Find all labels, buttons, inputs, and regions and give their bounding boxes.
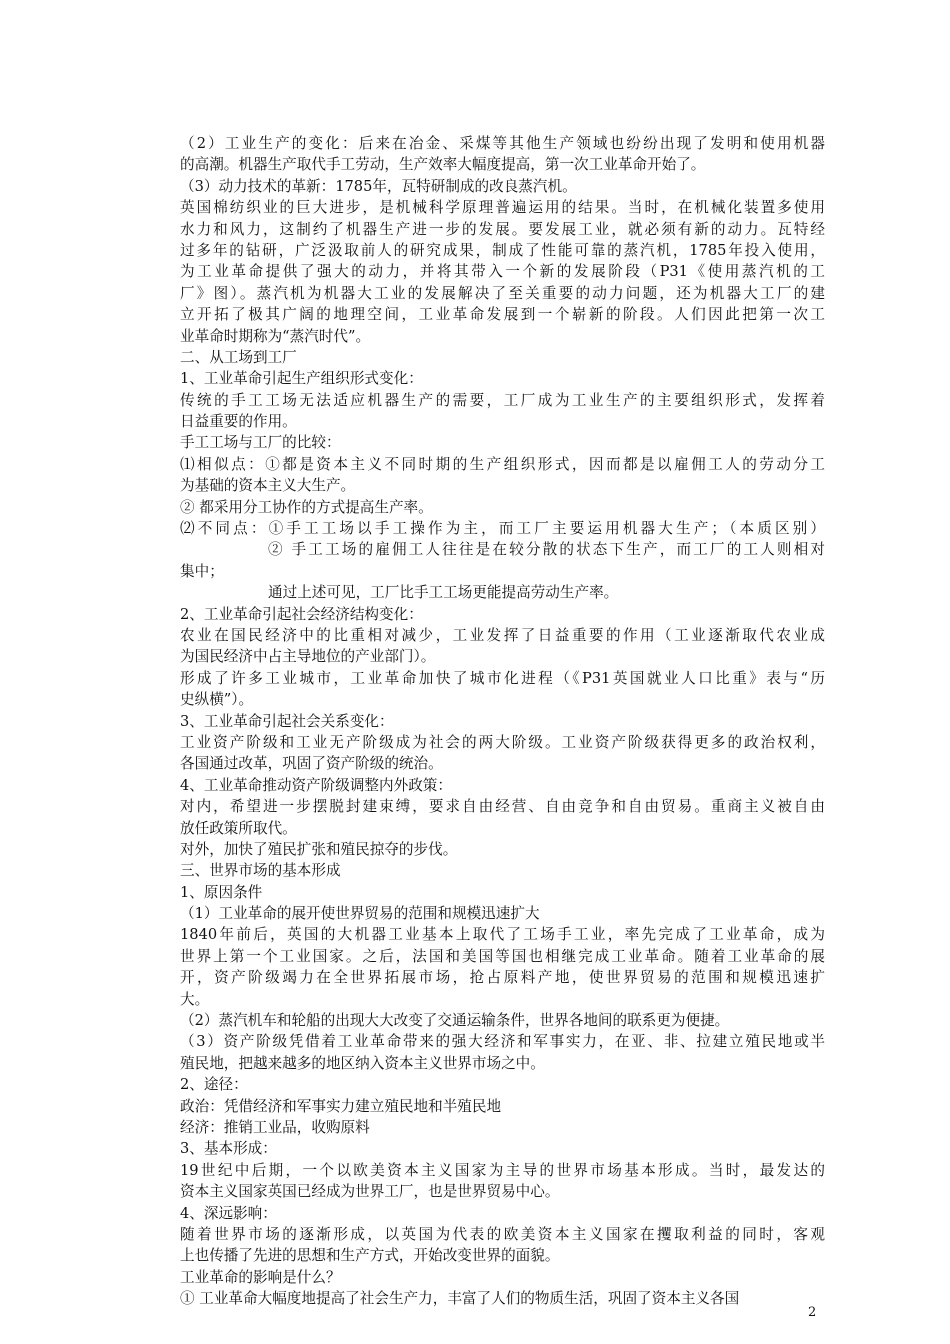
- text-line: 水力和风力，这制约了机器生产进一步的发展。要发展工业，就必须有新的动力。瓦特经: [180, 220, 825, 238]
- text-line: 英国棉纺织业的巨大进步，是机械科学原理普遍运用的结果。当时，在机械化装置多使用: [180, 199, 825, 217]
- text-line: 经济：推销工业品，收购原料: [180, 1118, 370, 1136]
- text-line: 厂》图）。蒸汽机为机器大工业的发展解决了至关重要的动力问题，还为机器大工厂的建: [180, 284, 825, 302]
- text-line: ⑴相似点：①都是资本主义不同时期的生产组织形式，因而都是以雇佣工人的劳动分工: [180, 455, 825, 473]
- text-line: 各国通过改革，巩固了资产阶级的统治。: [180, 755, 443, 773]
- text-line: 2、途径：: [180, 1076, 248, 1094]
- text-line: 日益重要的作用。: [180, 413, 297, 431]
- text-line: 4、工业革命推动资产阶级调整内外政策：: [180, 776, 452, 794]
- text-line: 通过上述可见，工厂比手工工场更能提高劳动生产率。: [268, 584, 619, 602]
- text-line: 集中；: [180, 562, 224, 580]
- text-line: （2）蒸汽机车和轮船的出现大大改变了交通运输条件，世界各地间的联系更为便捷。: [180, 1012, 730, 1030]
- text-line: 对内，希望进一步摆脱封建束缚，要求自由经营、自由竞争和自由贸易。重商主义被自由: [180, 798, 825, 816]
- text-line: 世界上第一个工业国家。之后，法国和美国等国也相继完成工业革命。随着工业革命的展: [180, 947, 825, 965]
- text-line: （3）动力技术的革新：1785年，瓦特研制成的改良蒸汽机。: [180, 177, 577, 195]
- text-line: （3）资产阶级凭借着工业革命带来的强大经济和军事实力，在亚、非、拉建立殖民地或半: [180, 1033, 825, 1051]
- text-line: ② 都采用分工协作的方式提高生产率。: [180, 498, 433, 516]
- text-line: （1）工业革命的展开使世界贸易的范围和规模迅速扩大: [180, 905, 540, 923]
- text-line: 为基础的资本主义大生产。: [180, 477, 356, 495]
- text-line: ① 工业革命大幅度地提高了社会生产力，丰富了人们的物质生活，巩固了资本主义各国: [180, 1290, 740, 1308]
- text-line: 手工工场与工厂的比较：: [180, 434, 341, 452]
- text-line: 随着世界市场的逐渐形成，以英国为代表的欧美资本主义国家在攫取利益的同时，客观: [180, 1225, 825, 1243]
- text-line: 过多年的钻研，广泛汲取前人的研究成果，制成了性能可靠的蒸汽机，1785年投入使用，: [180, 241, 825, 259]
- text-line: 上也传播了先进的思想和生产方式，开始改变世界的面貌。: [180, 1247, 560, 1265]
- text-line: 的高潮。机器生产取代手工劳动，生产效率大幅度提高，第一次工业革命开始了。: [180, 156, 706, 174]
- text-line: 1840年前后，英国的大机器工业基本上取代了工场手工业，率先完成了工业革命，成为: [180, 926, 825, 944]
- text-line: 开，资产阶级竭力在全世界拓展市场，抢占原料产地，使世界贸易的范围和规模迅速扩: [180, 969, 825, 987]
- text-line: 对外，加快了殖民扩张和殖民掠夺的步伐。: [180, 840, 458, 858]
- text-line: 4、深远影响：: [180, 1204, 277, 1222]
- text-line: 政治：凭借经济和军事实力建立殖民地和半殖民地: [180, 1097, 502, 1115]
- text-line: ⑵不同点：①手工工场以手工操作为主，而工厂主要运用机器大生产；（本质区别）: [180, 520, 825, 538]
- text-line: 1、原因条件: [180, 883, 263, 901]
- text-line: 2、工业革命引起社会经济结构变化：: [180, 605, 423, 623]
- text-line: （2）工业生产的变化：后来在冶金、采煤等其他生产领域也纷纷出现了发明和使用机器: [180, 135, 825, 152]
- text-line: 为工业革命提供了强大的动力，并将其带入一个新的发展阶段（P31《使用蒸汽机的工: [180, 263, 825, 281]
- text-line: 19世纪中后期，一个以欧美资本主义国家为主导的世界市场基本形成。当时，最发达的: [180, 1161, 825, 1179]
- text-line: 资本主义国家英国已经成为世界工厂，也是世界贸易中心。: [180, 1183, 560, 1201]
- text-line: 三、世界市场的基本形成: [180, 862, 341, 880]
- document-body: [180, 133, 825, 1309]
- text-line: 工业革命的影响是什么？: [180, 1268, 341, 1286]
- text-line: 3、基本形成：: [180, 1140, 277, 1158]
- text-line: 农业在国民经济中的比重相对减少，工业发挥了日益重要的作用（工业逐渐取代农业成: [180, 626, 825, 644]
- text-line: ② 手工工场的雇佣工人往往是在较分散的状态下生产，而工厂的工人则相对: [268, 541, 825, 559]
- text-line: 1、工业革命引起生产组织形式变化：: [180, 370, 423, 388]
- text-line: 立开拓了极其广阔的地理空间，工业革命发展到一个崭新的阶段。人们因此把第一次工: [180, 306, 825, 324]
- page-number: 2: [808, 1305, 817, 1320]
- text-line: 殖民地，把越来越多的地区纳入资本主义世界市场之中。: [180, 1054, 545, 1072]
- text-line: 业革命时期称为“蒸汽时代”。: [180, 327, 371, 345]
- text-line: 工业资产阶级和工业无产阶级成为社会的两大阶级。工业资产阶级获得更多的政治权利，: [180, 733, 825, 751]
- text-line: 为国民经济中占主导地位的产业部门）。: [180, 648, 436, 666]
- text-line: 二、从工场到工厂: [180, 348, 297, 366]
- text-line: 史纵横”）。: [180, 691, 254, 709]
- text-line: 放任政策所取代。: [180, 819, 297, 837]
- text-line: 传统的手工工场无法适应机器生产的需要，工厂成为工业生产的主要组织形式，发挥着: [180, 391, 825, 409]
- text-line: 3、工业革命引起社会关系变化：: [180, 712, 394, 730]
- text-line: 形成了许多工业城市，工业革命加快了城市化进程（《P31英国就业人口比重》表与“历: [180, 669, 825, 687]
- text-line: 大。: [180, 990, 210, 1008]
